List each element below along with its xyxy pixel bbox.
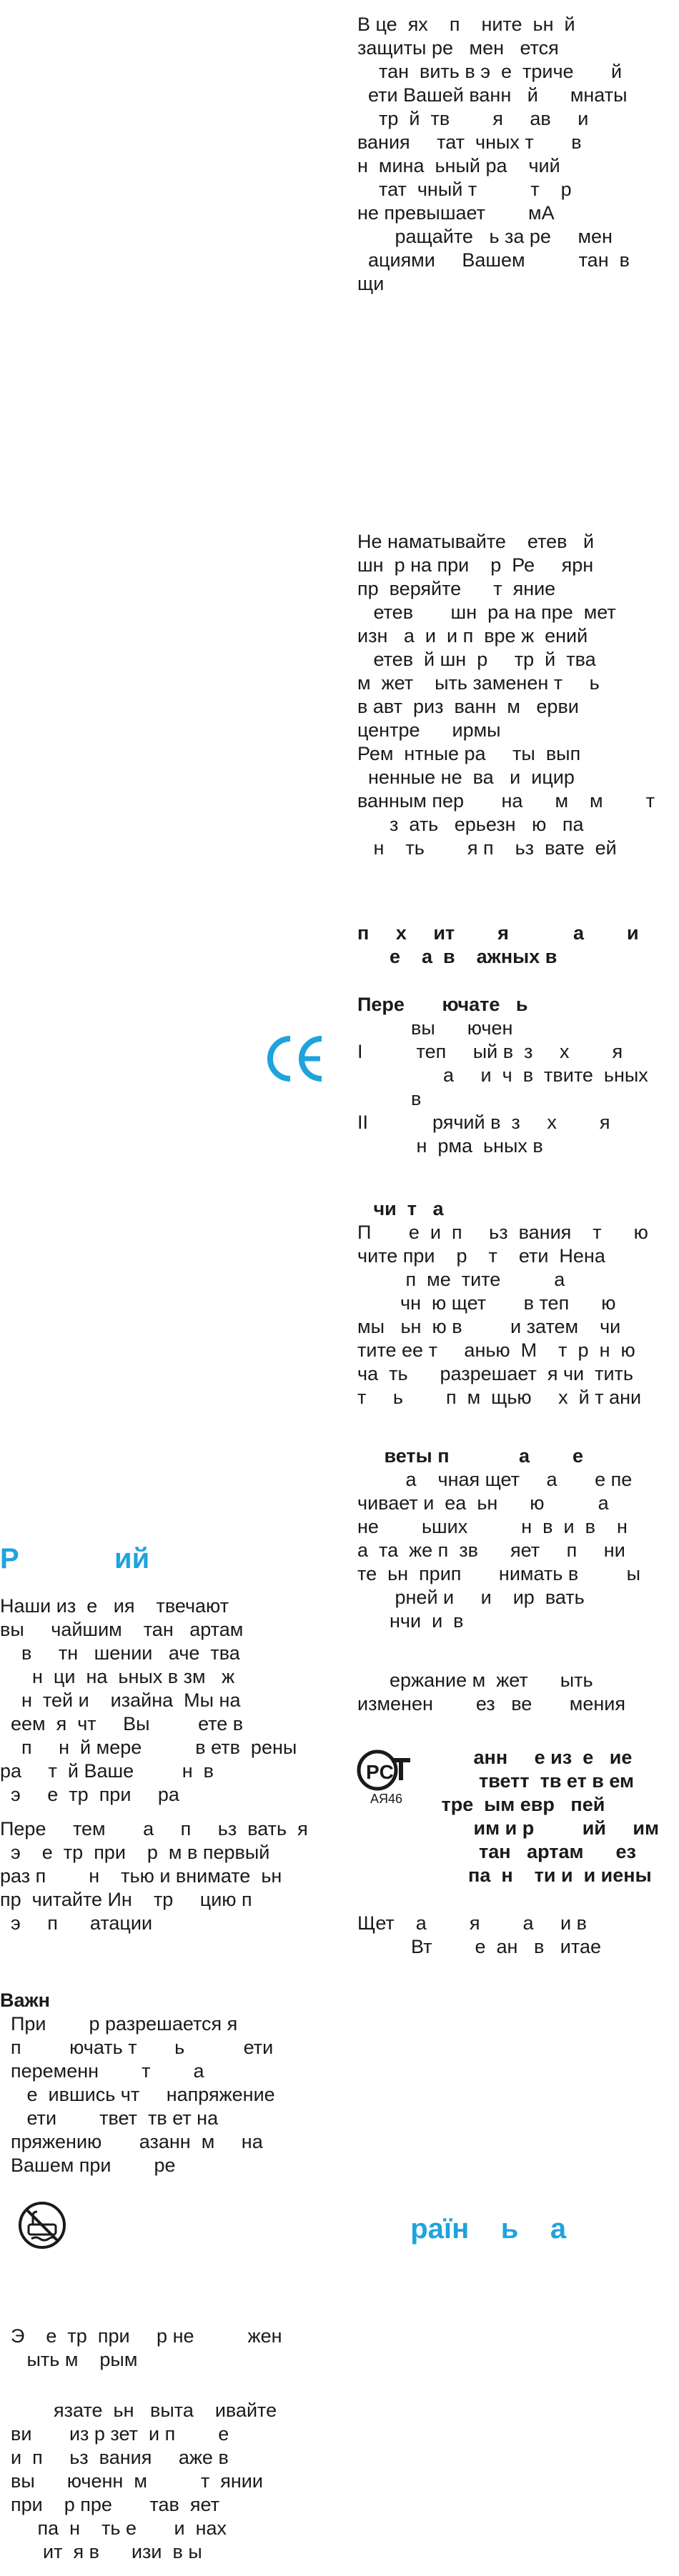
- clean-line: чн ю щет в теп ю: [357, 1292, 616, 1314]
- tips-line: не ьших н в и в н: [357, 1516, 628, 1537]
- tips-line: а чная щет а е пе: [357, 1469, 633, 1490]
- read-line: Пере тем а п ьз вать я: [0, 1818, 308, 1839]
- change-section: [357, 1669, 672, 1716]
- clean-line: мы ьн ю в и затем чи: [357, 1316, 621, 1337]
- text-line: центре ирмы: [357, 719, 501, 741]
- text-line: ненные не ва и ицир: [357, 767, 575, 788]
- text-line: шн р на при р Ре ярн: [357, 554, 594, 576]
- no-bath-warning-icon: [17, 2200, 67, 2250]
- unplug-line: па н ть е и нах: [0, 2517, 227, 2539]
- right-block-1: [357, 13, 672, 296]
- text-line: ращайте ь за ре мен: [357, 226, 613, 247]
- text-line: н мина ьный ра чий: [357, 155, 560, 176]
- read-line: э п атации: [0, 1912, 153, 1934]
- tips-title: веты п а е: [357, 1445, 584, 1467]
- right-section-title: [357, 922, 672, 969]
- unplug-line: вы юченн м т янии: [0, 2470, 263, 2492]
- clean-line: ча ть разрешает я чи тить: [357, 1363, 633, 1384]
- switch-title: Пере ючате ь: [357, 994, 528, 1015]
- change-line: ержание м жет ыть: [357, 1669, 593, 1691]
- ukrainian-heading: раїн ь а: [395, 2213, 567, 2245]
- intro-line: н ци на ьных в зм ж: [0, 1666, 235, 1687]
- read-instructions-section: [0, 1817, 336, 1935]
- pct-certification-icon: [356, 1749, 413, 1806]
- intro-section: [0, 1594, 336, 1807]
- clean-line: п ме тите а: [357, 1269, 565, 1290]
- intro-line: ра т й Ваше н в: [0, 1760, 214, 1782]
- brush-line: Вт е ан в итае: [357, 1936, 601, 1957]
- cert-line: анн е из е ие: [415, 1747, 633, 1768]
- unplug-line: язате ьн выта ивайте: [0, 2400, 277, 2421]
- clean-section: [357, 1197, 672, 1409]
- switch-line: вы ючен: [357, 1017, 513, 1039]
- important-line: пряжению азанн м на: [0, 2131, 263, 2152]
- cert-line: па н ти и и иены: [415, 1864, 652, 1886]
- text-line: тат чный т т р: [357, 179, 572, 200]
- water-warning-section: [0, 2325, 336, 2372]
- text-line: н ть я п ьз вате ей: [357, 837, 617, 859]
- important-line: Вашем при ре: [0, 2155, 176, 2176]
- change-line: изменен ез ве мения: [357, 1693, 625, 1714]
- text-line: з ать ерьезн ю па: [357, 814, 584, 835]
- text-line: В це ях п ните ьн й: [357, 14, 575, 35]
- tips-section: [357, 1444, 672, 1633]
- unplug-line: ит я в изи в ы: [0, 2541, 202, 2562]
- intro-line: в тн шении аче тва: [0, 1642, 240, 1664]
- unplug-section: [0, 2399, 336, 2564]
- text-line: м жет ыть заменен т ь: [357, 672, 600, 694]
- section-title-line: п х ит я а и: [357, 922, 639, 944]
- cert-mark: АЯ46: [370, 1792, 403, 1806]
- text-line: щи: [357, 273, 385, 294]
- important-title: Важн: [0, 1990, 50, 2011]
- important-line: При р разрешается я: [0, 2013, 238, 2035]
- text-line: Не наматывайте етев й: [357, 531, 595, 552]
- switch-line: в: [357, 1088, 422, 1109]
- tips-line: те ьн прип нимать в ы: [357, 1563, 641, 1584]
- svg-text:PC: PC: [366, 1761, 394, 1783]
- clean-line: чите при р т ети Нена: [357, 1245, 605, 1267]
- tips-line: рней и и ир вать: [357, 1587, 585, 1608]
- switch-section: [357, 993, 672, 1158]
- text-line: пр веряйте т яние: [357, 578, 556, 599]
- cert-section: [415, 1746, 679, 1887]
- cert-line: тан артам ез: [415, 1841, 636, 1862]
- water-line: Э е тр при р не жен: [0, 2325, 282, 2347]
- section-title-line: е а в ажных в: [357, 946, 557, 967]
- text-line: защиты ре мен ется: [357, 37, 559, 59]
- text-line: етев шн ра на пре мет: [357, 601, 616, 623]
- important-line: е ившись чт напряжение: [0, 2084, 275, 2105]
- clean-title: чи т а: [357, 1198, 444, 1219]
- intro-line: вы чайшим тан артам: [0, 1619, 244, 1640]
- text-line: ванным пер на м м т: [357, 790, 655, 812]
- read-line: раз п н тью и внимате ьн: [0, 1865, 282, 1887]
- switch-line: II рячий в з х я: [357, 1112, 610, 1133]
- important-section: [0, 1989, 336, 2177]
- text-line: тан вить в э е триче й: [357, 61, 623, 82]
- intro-line: н тей и изайна Мы на: [0, 1689, 241, 1711]
- text-line: тр й тв я ав и: [357, 108, 589, 129]
- text-line: ети Вашей ванн й мнаты: [357, 84, 628, 106]
- unplug-line: и п ьз вания аже в: [0, 2447, 229, 2468]
- brush-section: [357, 1912, 672, 1959]
- tips-line: а та же п зв яет п ни: [357, 1539, 625, 1561]
- important-line: переменн т а: [0, 2060, 204, 2082]
- intro-line: п н й мере в етв рены: [0, 1737, 297, 1758]
- clean-line: П е и п ьз вания т ю: [357, 1222, 648, 1243]
- text-line: Рем нтные ра ты вып: [357, 743, 581, 764]
- switch-line: н рма ьных в: [357, 1135, 543, 1157]
- text-line: в авт риз ванн м ерви: [357, 696, 579, 717]
- read-line: пр читайте Ин тр цию п: [0, 1889, 252, 1910]
- text-line: ациями Вашем тан в: [357, 249, 630, 271]
- intro-line: э е тр при ра: [0, 1784, 179, 1805]
- brush-line: Щет а я а и в: [357, 1912, 587, 1934]
- important-line: ети твет тв ет на: [0, 2107, 219, 2129]
- tips-line: нчи и в: [357, 1610, 464, 1632]
- clean-line: т ь п м щью х й т ани: [357, 1387, 642, 1408]
- tips-line: чивает и еа ьн ю а: [357, 1492, 609, 1514]
- unplug-line: при р пре тав яет: [0, 2494, 219, 2515]
- intro-line: Наши из е ия твечают: [0, 1595, 229, 1617]
- switch-line: I теп ый в з х я: [357, 1041, 623, 1062]
- read-line: э е тр при р м в первый: [0, 1842, 270, 1863]
- unplug-line: ви из р зет и п е: [0, 2423, 229, 2445]
- cert-line: им и р ий им: [415, 1817, 659, 1839]
- ce-mark-icon: [263, 1030, 327, 1087]
- cert-line: тветт тв ет в ем: [415, 1770, 635, 1792]
- water-line: ыть м рым: [0, 2349, 138, 2370]
- cert-line: тре ым евр пей: [415, 1794, 605, 1815]
- switch-line: а и ч в твите ьных: [357, 1064, 648, 1086]
- text-line: изн а и и п врe ж ений: [357, 625, 588, 647]
- intro-line: еем я чт Вы ете в: [0, 1713, 244, 1734]
- russian-heading: Р ий: [0, 1543, 150, 1574]
- text-line: не превышает мА: [357, 202, 555, 224]
- right-block-2: [357, 530, 672, 860]
- text-line: етев й шн р тр й тва: [357, 649, 596, 670]
- text-line: вания тат чных т в: [357, 131, 582, 153]
- important-line: п ючать т ь ети: [0, 2037, 274, 2058]
- clean-line: тите ее т анью М т р н ю: [357, 1339, 635, 1361]
